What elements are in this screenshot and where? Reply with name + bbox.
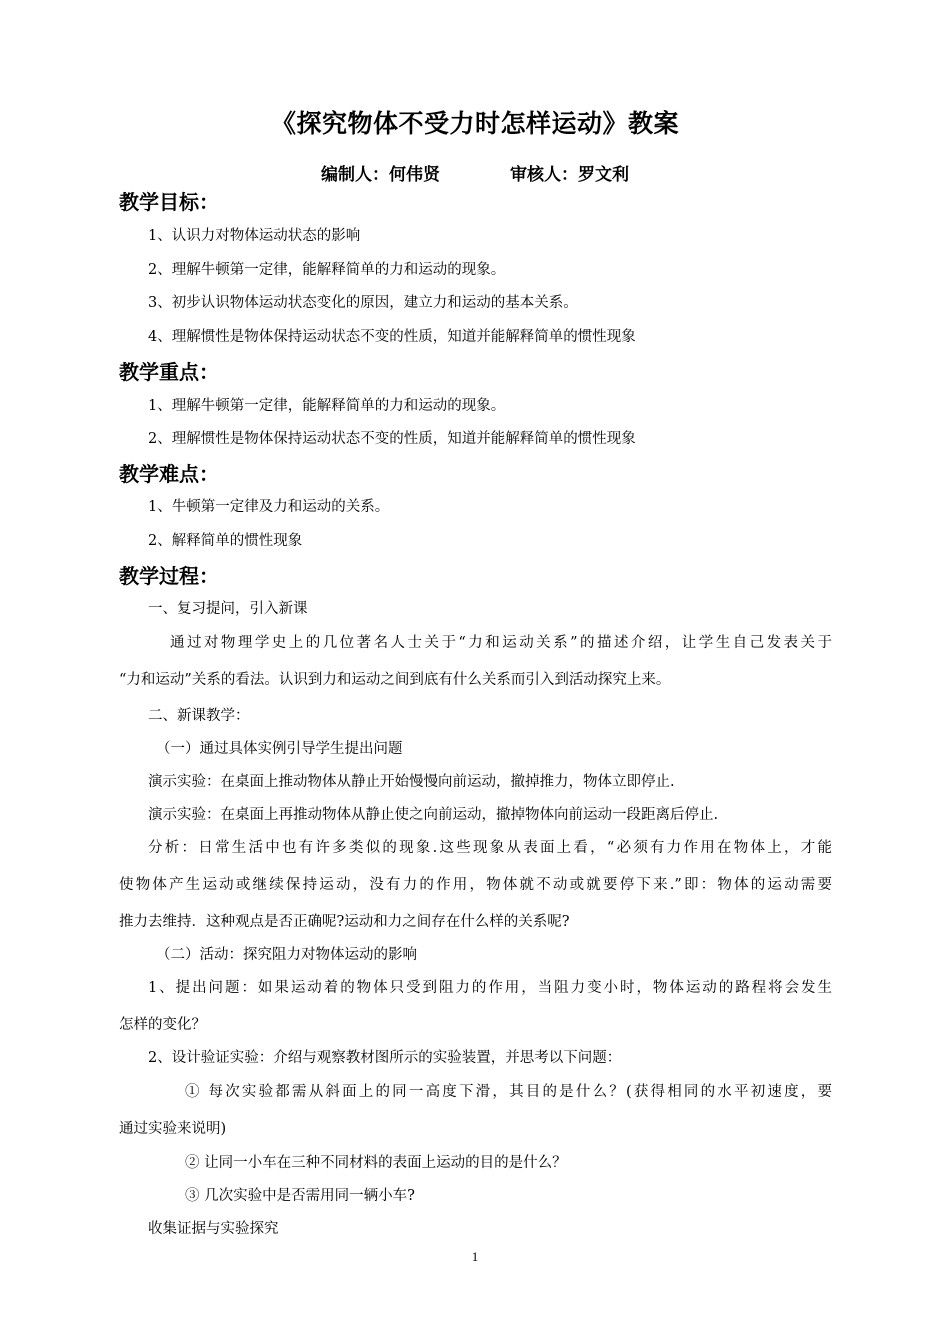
paragraph-line: 怎样的变化？ — [119, 1017, 206, 1033]
paragraph-line: 收集证据与实验探究 — [148, 1221, 279, 1237]
section-heading: 二、新课教学： — [148, 708, 250, 724]
compiler-label: 编制人：何伟贤 — [321, 165, 440, 185]
goal-item: 4、理解惯性是物体保持运动状态不变的性质，知道并能解释简单的惯性现象 — [148, 329, 636, 345]
paragraph-line: 1、提出问题：如果运动着的物体只受到阻力的作用，当阻力变小时，物体运动的路程将会发生 — [148, 980, 832, 996]
goal-item: 2、理解牛顿第一定律，能解释简单的力和运动的现象。 — [148, 262, 506, 278]
goal-item: 3、初步认识物体运动状态变化的原因，建立力和运动的基本关系。 — [148, 295, 578, 311]
paragraph-line: 分析：日常生活中也有许多类似的现象.这些现象从表面上看，“必须有力作用在物体上，才能 — [148, 840, 832, 856]
paragraph-line: 推力去维持．这种观点是否正确呢?运动和力之间存在什么样的关系呢? — [119, 914, 570, 930]
keypoint-item: 1、理解牛顿第一定律，能解释简单的力和运动的现象。 — [148, 398, 506, 414]
section-heading: 一、复习提问，引入新课 — [148, 601, 308, 617]
demo-line: 演示实验：在桌面上推动物体从静止开始慢慢向前运动，撤掉推力，物体立即停止. — [148, 774, 675, 790]
heading-keypoints: 教学重点： — [119, 360, 219, 384]
difficulty-item: 1、牛顿第一定律及力和运动的关系。 — [148, 499, 390, 515]
heading-goals: 教学目标： — [119, 190, 219, 214]
paragraph-line: 通过对物理学史上的几位著名人士关于“力和运动关系”的描述介绍，让学生自己发表关于 — [170, 635, 832, 651]
page-number: 1 — [471, 1249, 479, 1264]
demo-line: 演示实验：在桌面上再推动物体从静止使之向前运动，撤掉物体向前运动一段距离后停止. — [148, 807, 719, 823]
heading-process: 教学过程： — [119, 564, 219, 588]
question-line: ② 让同一小车在三种不同材料的表面上运动的目的是什么？ — [185, 1155, 567, 1171]
question-line: 通过实验来说明) — [119, 1121, 227, 1137]
authors-line — [0, 160, 950, 185]
question-line: ③ 几次实验中是否需用同一辆小车? — [185, 1188, 415, 1204]
reviewer-label: 审核人：罗文利 — [510, 165, 629, 185]
paragraph-line: “力和运动”关系的看法。认识到力和运动之间到底有什么关系而引入到活动探究上来。 — [119, 672, 671, 688]
goal-item: 1、认识力对物体运动状态的影响 — [148, 228, 361, 244]
question-line: ① 每次实验都需从斜面上的同一高度下滑，其目的是什么？(获得相同的水平初速度，要 — [185, 1084, 832, 1100]
document-title: 《探究物体不受力时怎样运动》教案 — [270, 109, 679, 138]
paragraph-line: 2、设计验证实验：介绍与观察教材图所示的实验装置，并思考以下问题： — [148, 1050, 622, 1066]
difficulty-item: 2、解释简单的惯性现象 — [148, 533, 303, 549]
keypoint-item: 2、理解惯性是物体保持运动状态不变的性质，知道并能解释简单的惯性现象 — [148, 431, 636, 447]
subsection-heading: （一）通过具体实例引导学生提出问题 — [156, 741, 403, 757]
heading-difficulties: 教学难点： — [119, 462, 219, 486]
subsection-heading: （二）活动：探究阻力对物体运动的影响 — [156, 947, 417, 963]
paragraph-line: 使物体产生运动或继续保持运动，没有力的作用，物体就不动或就要停下来.”即：物体的运动需要 — [119, 877, 832, 893]
